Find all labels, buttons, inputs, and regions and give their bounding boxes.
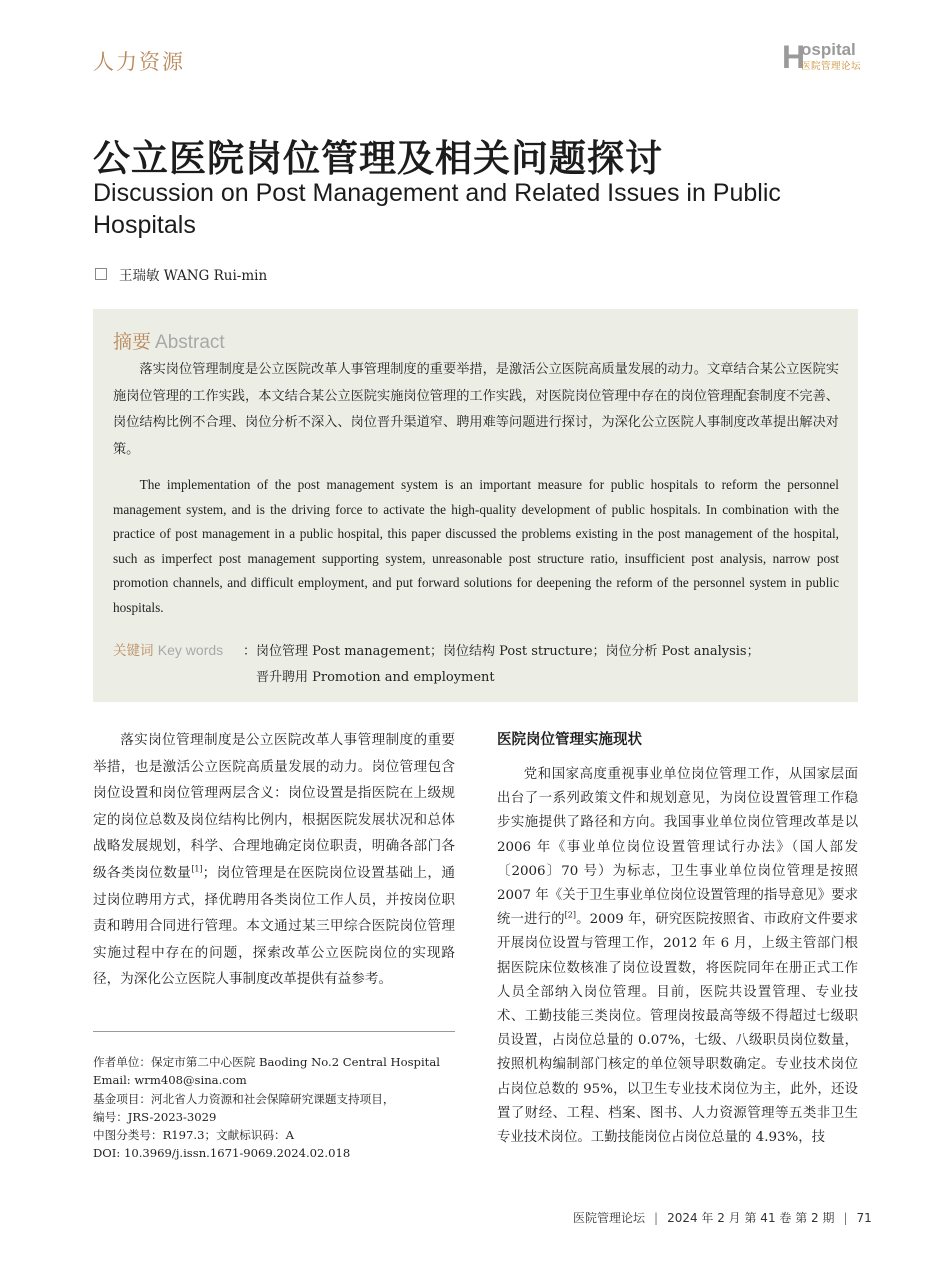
square-bullet-icon bbox=[95, 268, 107, 280]
section-heading: 医院岗位管理实施现状 bbox=[497, 732, 642, 748]
note-fund: 基金项目：河北省人力资源和社会保障研究课题支持项目， bbox=[93, 1091, 395, 1106]
note-fund-number: 编号：JRS-2023-3029 bbox=[93, 1109, 217, 1124]
section-text-a: 党和国家高度重视事业单位岗位管理工作，从国家层面出台了一系列政策文件和规划意见，为岗位设置管理工作稳步实施提供了路径和方向。我国事业单位岗位管理改革是以 2006 年《事业单位岗位设置管理试行办法》（国人部发〔2006〕70 号）为标志，卫生事业单位岗位管理是按照 2007 年《关于卫生事业单位岗位设置管理的指导意见》要求统一进行的 bbox=[497, 767, 858, 928]
logo-letter: H bbox=[782, 39, 806, 75]
keywords-list bbox=[243, 639, 843, 691]
keywords-line-1: ：岗位管理 Post management；岗位结构 Post structure；岗位分析 Post analysis； bbox=[243, 644, 760, 659]
footer-issue: 2024 年 2 月 第 41 卷 第 2 期 bbox=[667, 1211, 835, 1225]
section-label: 人力资源 bbox=[93, 50, 185, 74]
abstract-box bbox=[93, 309, 858, 702]
footer-journal: 医院管理论坛 bbox=[573, 1211, 646, 1225]
author-row bbox=[95, 264, 267, 284]
citation-ref[interactable]: [1] bbox=[191, 864, 203, 874]
article-title-cn: 公立医院岗位管理及相关问题探讨 bbox=[93, 137, 663, 180]
abstract-label-en: Abstract bbox=[155, 332, 225, 353]
abstract-heading bbox=[113, 327, 225, 354]
logo-cn: 医院管理论坛 bbox=[801, 61, 862, 72]
author-name: 王瑞敏 WANG Rui-min bbox=[119, 268, 268, 284]
intro-text-b: ；岗位管理是在医院岗位设置基础上，通过岗位聘用方式，择优聘用各类岗位工作人员，并按岗位职责和聘用合同进行管理。本文通过某三甲综合医院岗位管理实施过程中存在的问题，探索改革公立医院岗位的实现路径，为深化公立医院人事制度改革提供有益参考。 bbox=[93, 864, 456, 988]
citation-ref[interactable]: [2] bbox=[564, 910, 576, 920]
logo-word: ospital bbox=[801, 40, 856, 59]
author-notes bbox=[93, 1053, 463, 1163]
note-doi: DOI: 10.3969/j.issn.1671-9069.2024.02.018 bbox=[93, 1146, 351, 1161]
page-number: 71 bbox=[856, 1211, 872, 1225]
keywords-line-2: 晋升聘用 Promotion and employment bbox=[256, 670, 495, 685]
keywords-label-cn: 关键词 bbox=[113, 643, 154, 659]
note-classification: 中图分类号：R197.3；文献标识码：A bbox=[93, 1128, 295, 1143]
section-text-b: 。2009 年，研究医院按照省、市政府文件要求开展岗位设置与管理工作，2012 年 6 月，上级主管部门根据医院床位数核准了岗位设置数，将医院同年在册正式工作人员全部纳入岗位管理。目前，医院共设置管理、专业技术、工勤技能三类岗位。管理岗按最高等级不得超过七级职员设置，占岗位总量的 0.07%，七级、八级职员岗位数量，按照机构编制部门核定的单位领导职数确定。专业技术岗位占岗位总数的 95%，以卫生专业技术岗位为主，此外，还设置了财经、工程、档案、图书、人力资源管理等五类非卫生专业技术岗位。工勤技能岗位占岗位总量的 4.93%，技 bbox=[497, 912, 858, 1146]
keywords-label bbox=[113, 639, 223, 659]
page-footer: 医院管理论坛 | 2024 年 2 月 第 41 卷 第 2 期 | 71 bbox=[573, 1211, 872, 1225]
keywords-label-en: Key words bbox=[157, 642, 224, 658]
note-email: Email: wrm408@sina.com bbox=[93, 1073, 247, 1088]
article-title-en: Discussion on Post Management and Related Issues in Public Hospitals bbox=[93, 179, 781, 239]
abstract-label-cn: 摘要 bbox=[113, 331, 152, 353]
intro-paragraph bbox=[93, 727, 455, 993]
journal-logo bbox=[782, 40, 862, 74]
abstract-text-en: The implementation of the post management system is an important measure for public hospitals to reform the personnel management system, and is the driving force to activate the high-quality development of public hospitals. In combination with the practice of post management in a public hospital, this paper discussed the problems existing in the post management of the hospital, such as imperfect post management supporting system, unreasonable post structure ratio, insufficient post analysis, narrow post promotion channels, and difficult employment, and put forward solutions for deepening the reform of the personnel system in public hospitals. bbox=[113, 477, 839, 615]
intro-text-a: 落实岗位管理制度是公立医院改革人事管理制度的重要举措，也是激活公立医院高质量发展的动力。岗位管理包含岗位设置和岗位管理两层含义：岗位设置是指医院在上级规定的岗位总数及岗位结构比例内，根据医院发展状况和总体战略发展规划，科学、合理地确定岗位职责，明确各部门各级各类岗位数量 bbox=[93, 732, 455, 881]
section-paragraph bbox=[497, 763, 858, 1150]
footnote-divider bbox=[93, 1031, 455, 1032]
abstract-text-cn: 落实岗位管理制度是公立医院改革人事管理制度的重要举措，是激活公立医院高质量发展的动力。文章结合某公立医院实施岗位管理的工作实践，本文结合某公立医院实施岗位管理的工作实践，对医院岗位管理中存在的岗位管理配套制度不完善、岗位结构比例不合理、岗位分析不深入、岗位晋升渠道窄、聘用难等问题进行探讨，为深化公立医院人事制度改革提出解决对策。 bbox=[113, 362, 839, 457]
note-affiliation: 作者单位：保定市第二中心医院 Baoding No.2 Central Hospital bbox=[93, 1055, 440, 1069]
